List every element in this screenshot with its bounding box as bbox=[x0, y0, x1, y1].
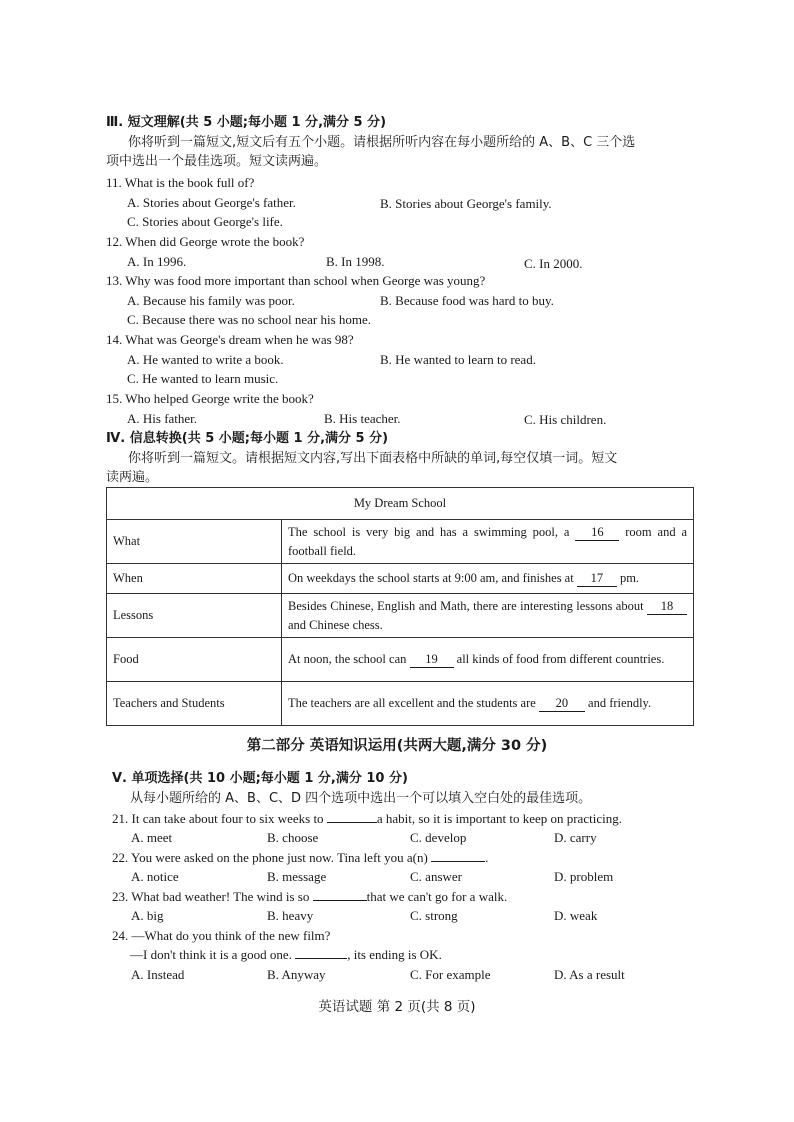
row-text-food bbox=[282, 638, 694, 682]
row-text-what bbox=[282, 520, 694, 564]
text-segment: At noon, the school can bbox=[288, 652, 407, 666]
option-23d: D. weak bbox=[554, 908, 598, 923]
text-segment: and friendly. bbox=[588, 696, 652, 710]
option-24b: B. Anyway bbox=[267, 967, 326, 982]
text-segment: pm. bbox=[619, 571, 640, 585]
text-segment: On weekdays the school starts at 9:00 am, and finishes at bbox=[288, 571, 574, 585]
section-3-instructions-line2: 项中选出一个最佳选项。短文读两遍。 bbox=[106, 154, 328, 169]
option-13a: A. Because his family was poor. bbox=[127, 293, 295, 308]
section-4-instructions-line2: 读两遍。 bbox=[106, 470, 159, 485]
option-21d: D. carry bbox=[554, 830, 597, 845]
option-13b: B. Because food was hard to buy. bbox=[380, 293, 554, 308]
option-24a: A. Instead bbox=[131, 967, 185, 982]
blank-22 bbox=[431, 861, 485, 862]
text-segment: 23. What bad weather! The wind is so bbox=[112, 889, 310, 904]
option-21a: A. meet bbox=[131, 830, 173, 845]
blank-23 bbox=[313, 900, 367, 901]
option-12c: C. In 2000. bbox=[524, 256, 583, 271]
option-12b: B. In 1998. bbox=[326, 254, 385, 269]
table-title: My Dream School bbox=[107, 488, 694, 520]
section-4-title: Ⅳ. 信息转换(共 5 小题;每小题 1 分,满分 5 分) bbox=[106, 431, 389, 446]
question-24-dialogue bbox=[130, 946, 442, 963]
row-label-food: Food bbox=[107, 638, 282, 682]
question-11: 11. What is the book full of? bbox=[106, 175, 255, 190]
question-23 bbox=[112, 888, 507, 905]
option-22d: D. problem bbox=[554, 869, 614, 884]
row-label-what: What bbox=[107, 520, 282, 564]
table-row bbox=[107, 682, 694, 726]
text-segment: —I don't think it is a good one. bbox=[130, 947, 292, 962]
question-13: 13. Why was food more important than school when George was young? bbox=[106, 273, 486, 288]
row-label-when: When bbox=[107, 564, 282, 594]
row-label-teachers: Teachers and Students bbox=[107, 682, 282, 726]
question-22 bbox=[112, 849, 488, 866]
question-21 bbox=[112, 810, 622, 827]
table-row bbox=[107, 594, 694, 638]
text-segment: all kinds of food from different countries. bbox=[456, 652, 665, 666]
option-22b: B. message bbox=[267, 869, 327, 884]
row-text-when bbox=[282, 564, 694, 594]
blank-20: 20 bbox=[539, 696, 585, 712]
option-21c: C. develop bbox=[410, 830, 467, 845]
section-3-instructions-line1: 你将听到一篇短文,短文后有五个小题。请根据所听内容在每小题所给的 A、B、C 三个选 bbox=[128, 135, 636, 150]
question-15: 15. Who helped George write the book? bbox=[106, 391, 314, 406]
table-row bbox=[107, 564, 694, 594]
blank-16: 16 bbox=[575, 525, 619, 541]
text-segment: and Chinese chess. bbox=[288, 617, 383, 632]
row-text-teachers bbox=[282, 682, 694, 726]
row-label-lessons: Lessons bbox=[107, 594, 282, 638]
page-footer: 英语试题 第 2 页(共 8 页) bbox=[318, 999, 476, 1015]
option-11b: B. Stories about George's family. bbox=[380, 196, 552, 211]
option-23a: A. big bbox=[131, 908, 164, 923]
option-15c: C. His children. bbox=[524, 412, 607, 427]
option-24c: C. For example bbox=[410, 967, 491, 982]
question-24: 24. —What do you think of the new film? bbox=[112, 928, 331, 943]
option-21b: B. choose bbox=[267, 830, 319, 845]
option-12a: A. In 1996. bbox=[127, 254, 187, 269]
blank-24 bbox=[295, 958, 347, 959]
blank-17: 17 bbox=[577, 571, 617, 587]
question-12: 12. When did George wrote the book? bbox=[106, 234, 305, 249]
dream-school-table bbox=[106, 487, 694, 726]
section-4-instructions-line1: 你将听到一篇短文。请根据短文内容,写出下面表格中所缺的单词,每空仅填一词。短文 bbox=[128, 451, 618, 466]
blank-19: 19 bbox=[410, 652, 454, 668]
section-3-title: Ⅲ. 短文理解(共 5 小题;每小题 1 分,满分 5 分) bbox=[106, 115, 387, 130]
text-segment: The school is very big and has a swimming pool, a bbox=[288, 524, 570, 539]
section-5-instructions: 从每小题所给的 A、B、C、D 四个选项中选出一个可以填入空白处的最佳选项。 bbox=[130, 791, 592, 806]
text-segment: 22. You were asked on the phone just now. Tina left you a(n) bbox=[112, 850, 428, 865]
option-14a: A. He wanted to write a book. bbox=[127, 352, 284, 367]
text-segment: , its ending is OK. bbox=[347, 947, 442, 962]
part-2-title: 第二部分 英语知识运用(共两大题,满分 30 分) bbox=[246, 738, 548, 754]
question-14: 14. What was George's dream when he was 98? bbox=[106, 332, 354, 347]
option-15a: A. His father. bbox=[127, 411, 198, 426]
option-14c: C. He wanted to learn music. bbox=[127, 371, 279, 386]
option-23c: C. strong bbox=[410, 908, 458, 923]
text-segment: a habit, so it is important to keep on practicing. bbox=[376, 811, 622, 826]
option-15b: B. His teacher. bbox=[324, 411, 401, 426]
section-5-title: Ⅴ. 单项选择(共 10 小题;每小题 1 分,满分 10 分) bbox=[112, 771, 408, 786]
text-segment: that we can't go for a walk. bbox=[366, 889, 508, 904]
text-segment: Besides Chinese, English and Math, there are interesting lessons about bbox=[288, 598, 644, 613]
option-22a: A. notice bbox=[131, 869, 179, 884]
text-segment: room and a football field. bbox=[288, 524, 688, 558]
text-segment: 21. It can take about four to six weeks to bbox=[112, 811, 324, 826]
option-24d: D. As a result bbox=[554, 967, 625, 982]
option-14b: B. He wanted to learn to read. bbox=[380, 352, 536, 367]
table-row bbox=[107, 638, 694, 682]
blank-21 bbox=[327, 822, 377, 823]
table-row bbox=[107, 520, 694, 564]
option-22c: C. answer bbox=[410, 869, 462, 884]
text-segment: The teachers are all excellent and the students are bbox=[288, 696, 536, 710]
option-13c: C. Because there was no school near his home. bbox=[127, 312, 372, 327]
option-11c: C. Stories about George's life. bbox=[127, 214, 283, 229]
option-23b: B. heavy bbox=[267, 908, 314, 923]
row-text-lessons bbox=[282, 594, 694, 638]
option-11a: A. Stories about George's father. bbox=[127, 195, 296, 210]
text-segment: . bbox=[485, 850, 489, 865]
blank-18: 18 bbox=[647, 599, 687, 615]
